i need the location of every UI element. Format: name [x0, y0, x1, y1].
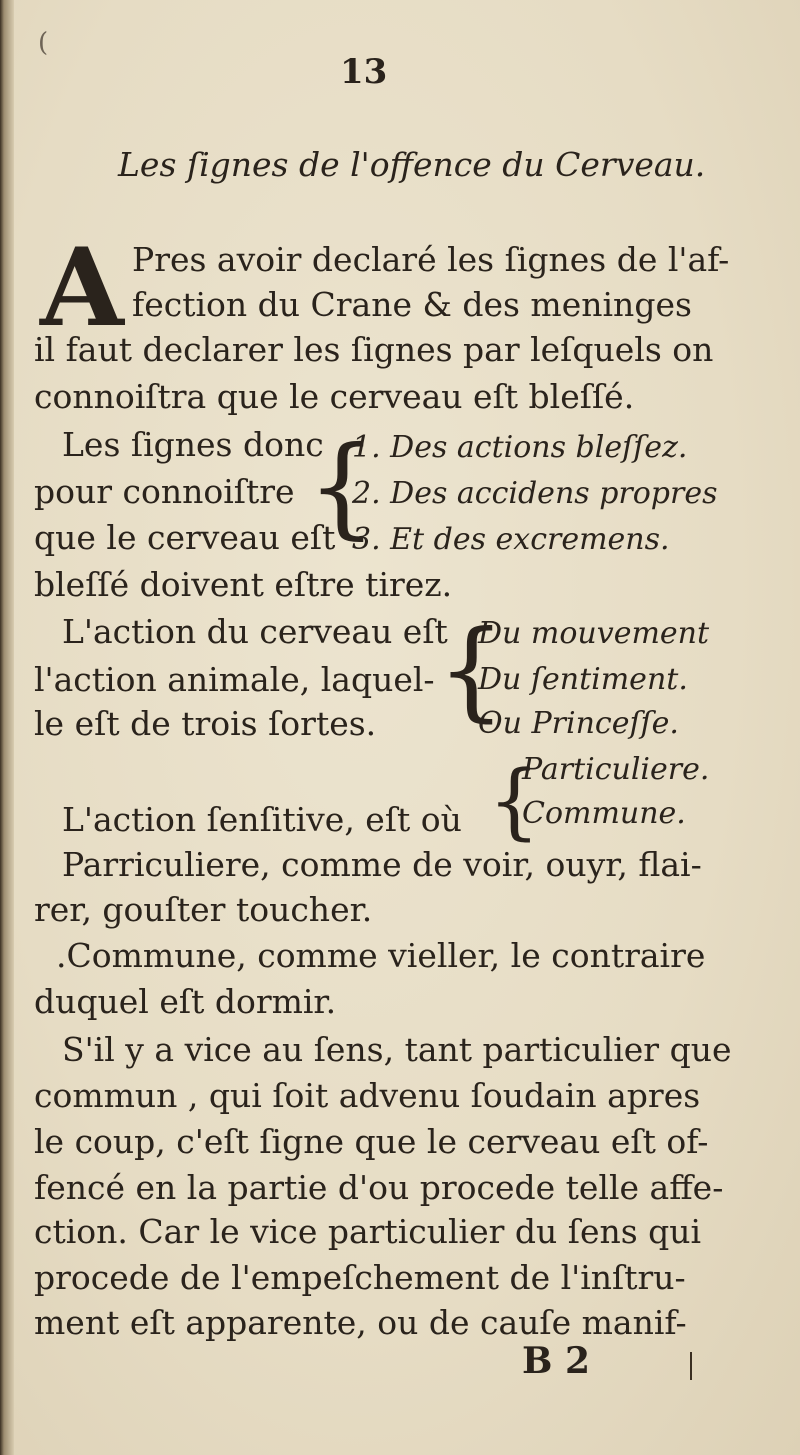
- brace-mark: {: [488, 754, 541, 849]
- text-line: ction. Car le vice particulier du ſens qui: [34, 1212, 702, 1251]
- text-line: duquel eſt dormir.: [34, 982, 337, 1021]
- drop-cap: A: [40, 225, 124, 351]
- text-line: l'action animale, laquel-: [34, 660, 435, 699]
- text-line: Parriculiere, comme de voir, ouyr, flai-: [62, 845, 702, 884]
- top-mark: (: [38, 28, 49, 58]
- brace-item: 1. Des actions bleſſez.: [352, 430, 688, 465]
- text-line: procede de l'empeſchement de l'inſtru-: [34, 1258, 686, 1297]
- text-line: que le cerveau eſt: [34, 518, 336, 557]
- page-number: 13: [340, 52, 388, 92]
- text-line: connoiſtra que le cerveau eſt bleſſé.: [34, 377, 635, 416]
- brace-item: Commune.: [522, 796, 686, 831]
- text-line: L'action ſenſitive, eſt où: [62, 800, 462, 839]
- brace-item: Particuliere.: [522, 752, 710, 787]
- brace-mark: {: [307, 422, 377, 550]
- signature-mark: B 2: [522, 1340, 591, 1382]
- text-line: pour connoiſtre: [34, 472, 295, 511]
- text-line: fencé en la partie d'ou procede telle affe-: [34, 1168, 724, 1207]
- text-line: commun , qui ſoit advenu ſoudain apres: [34, 1076, 701, 1115]
- text-line: .Commune, comme vieller, le contraire: [56, 936, 706, 975]
- binding-shadow: [0, 0, 14, 1455]
- brace-mark: {: [437, 608, 506, 733]
- text-line: le eſt de trois ſortes.: [34, 704, 377, 743]
- brace-item: 2. Des accidens propres: [352, 476, 718, 511]
- page-title: Les ſignes de l'offence du Cerveau.: [118, 145, 706, 184]
- text-line: bleſſé doivent eſtre tirez.: [34, 565, 453, 604]
- brace-item: Ou Princeſſe.: [478, 706, 679, 741]
- brace-item: 3. Et des excremens.: [352, 522, 670, 557]
- text-line: le coup, c'eſt ſigne que le cerveau eſt of-: [34, 1122, 709, 1161]
- edge-mark: [690, 1352, 692, 1380]
- text-line: fection du Crane & des meninges: [132, 285, 692, 324]
- text-line: rer, gouſter toucher.: [34, 890, 373, 929]
- text-line: ment eſt apparente, ou de cauſe manif-: [34, 1303, 687, 1342]
- text-line: Les ſignes donc: [62, 425, 324, 464]
- brace-item: Du mouvement: [478, 616, 710, 651]
- text-line: L'action du cerveau eſt: [62, 612, 448, 651]
- text-line: Pres avoir declaré les ſignes de l'af-: [132, 240, 730, 279]
- text-line: il faut declarer les ſignes par leſquels on: [34, 330, 714, 369]
- brace-item: Du ſentiment.: [478, 662, 688, 697]
- text-line: S'il y a vice au ſens, tant particulier que: [62, 1030, 732, 1069]
